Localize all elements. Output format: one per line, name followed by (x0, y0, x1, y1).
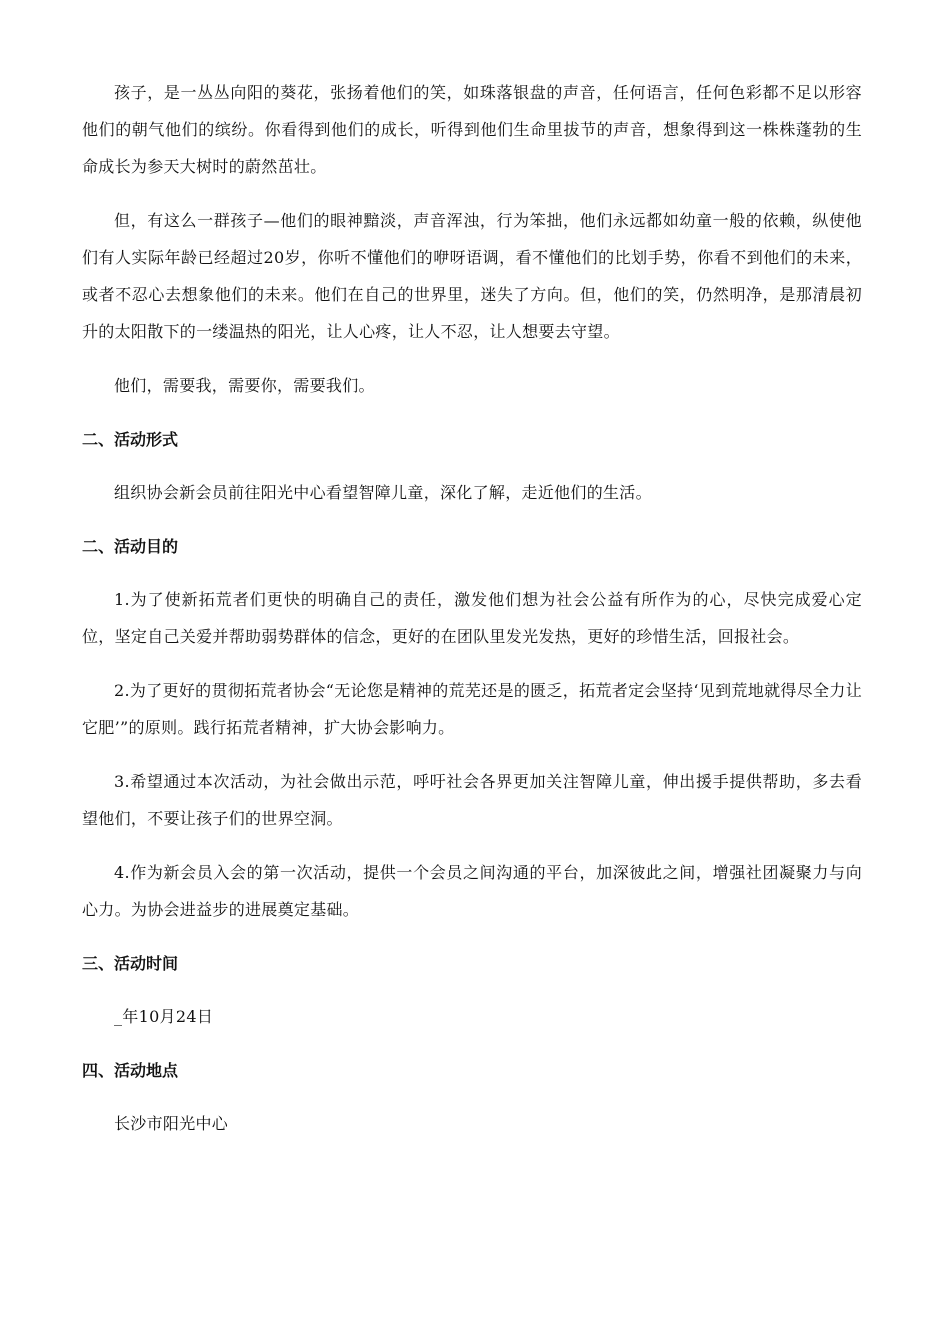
intro-paragraph-2: 但，有这么一群孩子—他们的眼神黯淡，声音浑浊，行为笨拙，他们永远都如幼童一般的依赖，纵使他们有人实际年龄已经超过20岁，你听不懂他们的咿呀语调，看不懂他们的比划手势，你看不到他们的未来，或者不忍心去想象他们的未来。他们在自己的世界里，迷失了方向。但，他们的笑，仍然明净，是那清晨初升的太阳散下的一缕温热的阳光，让人心疼，让人不忍，让人想要去守望。 (82, 211, 862, 341)
document-page (82, 74, 862, 1159)
section-heading-place: 四、活动地点 (82, 1061, 179, 1080)
section-heading-form: 二、活动形式 (82, 430, 179, 449)
intro-paragraph-3: 他们，需要我，需要你，需要我们。 (114, 376, 375, 395)
goal-item-3: 3.希望通过本次活动，为社会做出示范，呼吁社会各界更加关注智障儿童，伸出援手提供帮助，多去看望他们，不要让孩子们的世界空洞。 (82, 772, 862, 828)
section-heading-time: 三、活动时间 (82, 954, 179, 973)
section-place-text: 长沙市阳光中心 (114, 1114, 229, 1133)
goal-item-1: 1.为了使新拓荒者们更快的明确自己的责任，激发他们想为社会公益有所作为的心，尽快完成爱心定位，坚定自己关爱并帮助弱势群体的信念，更好的在团队里发光发热，更好的珍惜生活，回报社会。 (82, 590, 862, 646)
goal-item-2: 2.为了更好的贯彻拓荒者协会“无论您是精神的荒芜还是的匮乏，拓荒者定会坚持‘见到荒地就得尽全力让它肥’”的原则。践行拓荒者精神，扩大协会影响力。 (82, 681, 862, 737)
intro-paragraph-1: 孩子，是一丛丛向阳的葵花，张扬着他们的笑，如珠落银盘的声音，任何语言，任何色彩都不足以形容他们的朝气他们的缤纷。你看得到他们的成长，听得到他们生命里拔节的声音，想象得到这一株株蓬勃的生命成长为参天大树时的蔚然茁壮。 (82, 83, 862, 176)
section-time-text: _年10月24日 (114, 1007, 214, 1026)
section-heading-goal: 二、活动目的 (82, 537, 179, 556)
goal-item-4: 4.作为新会员入会的第一次活动，提供一个会员之间沟通的平台，加深彼此之间，增强社团凝聚力与向心力。为协会进益步的进展奠定基础。 (82, 863, 862, 919)
section-form-text: 组织协会新会员前往阳光中心看望智障儿童，深化了解，走近他们的生活。 (114, 483, 652, 502)
